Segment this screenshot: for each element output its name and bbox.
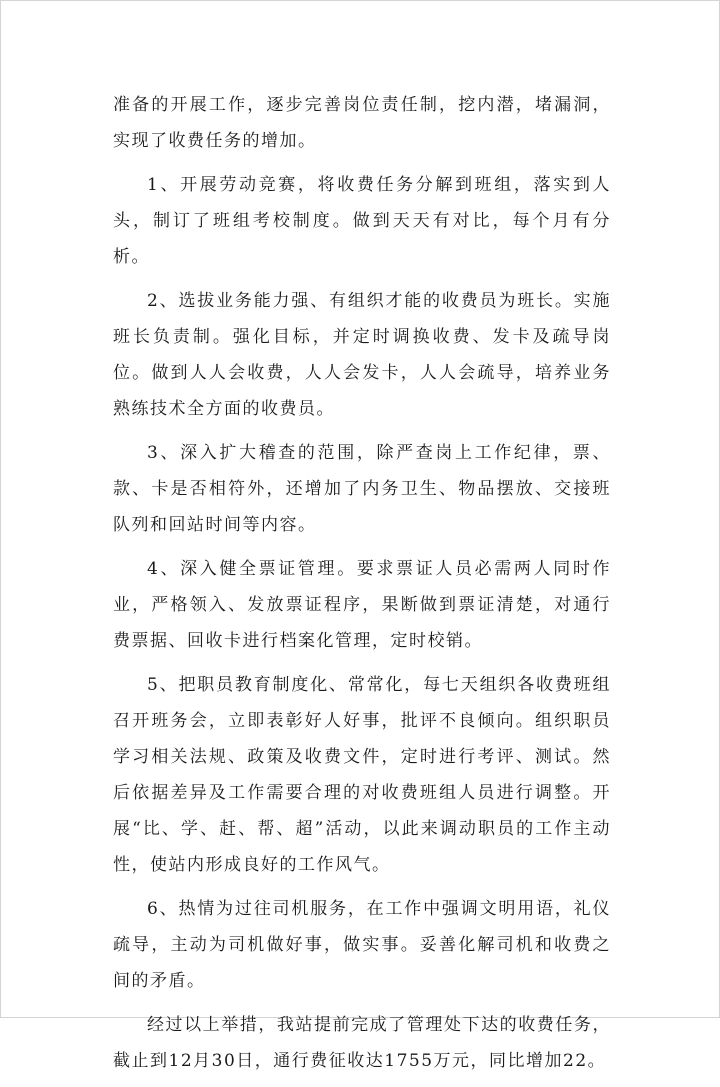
paragraph-item-2: 2、选拔业务能力强、有组织才能的收费员为班长。实施班长负责制。强化目标，并定时调换收费、发卡及疏导岗位。做到人人会收费，人人会发卡，人人会疏导，培养业务熟练技术全方面的收费员。	[113, 291, 611, 419]
paragraph-item-1: 1、开展劳动竞赛，将收费任务分解到班组，落实到人头，制订了班组考校制度。做到天天有对比，每个月有分析。	[113, 175, 611, 267]
paragraph-summary: 经过以上举措，我站提前完成了管理处下达的收费任务，截止到12月30日，通行费征收达1755万元，同比增加22。	[113, 1015, 611, 1071]
paragraph-item-4: 4、深入健全票证管理。要求票证人员必需两人同时作业，严格领入、发放票证程序，果断做到票证清楚，对通行费票据、回收卡进行档案化管理，定时校销。	[113, 559, 611, 651]
document-body	[113, 87, 611, 1087]
paragraph-item-6: 6、热情为过往司机服务，在工作中强调文明用语，礼仪疏导，主动为司机做好事，做实事。妥善化解司机和收费之间的矛盾。	[113, 899, 611, 991]
paragraph-item-3: 3、深入扩大稽查的范围，除严查岗上工作纪律，票、款、卡是否相符外，还增加了内务卫生、物品摆放、交接班队列和回站时间等内容。	[113, 443, 611, 535]
paragraph-item-5: 5、把职员教育制度化、常常化，每七天组织各收费班组召开班务会，立即表彰好人好事，批评不良倾向。组织职员学习相关法规、政策及收费文件，定时进行考评、测试。然后依据差异及工作需要合理的对收费班组人员进行调整。开展“比、学、赶、帮、超”活动，以此来调动职员的工作主动性，使站内形成良好的工作风气。	[113, 675, 611, 875]
paragraph-intro: 准备的开展工作，逐步完善岗位责任制，挖内潜，堵漏洞，实现了收费任务的增加。	[113, 95, 611, 151]
